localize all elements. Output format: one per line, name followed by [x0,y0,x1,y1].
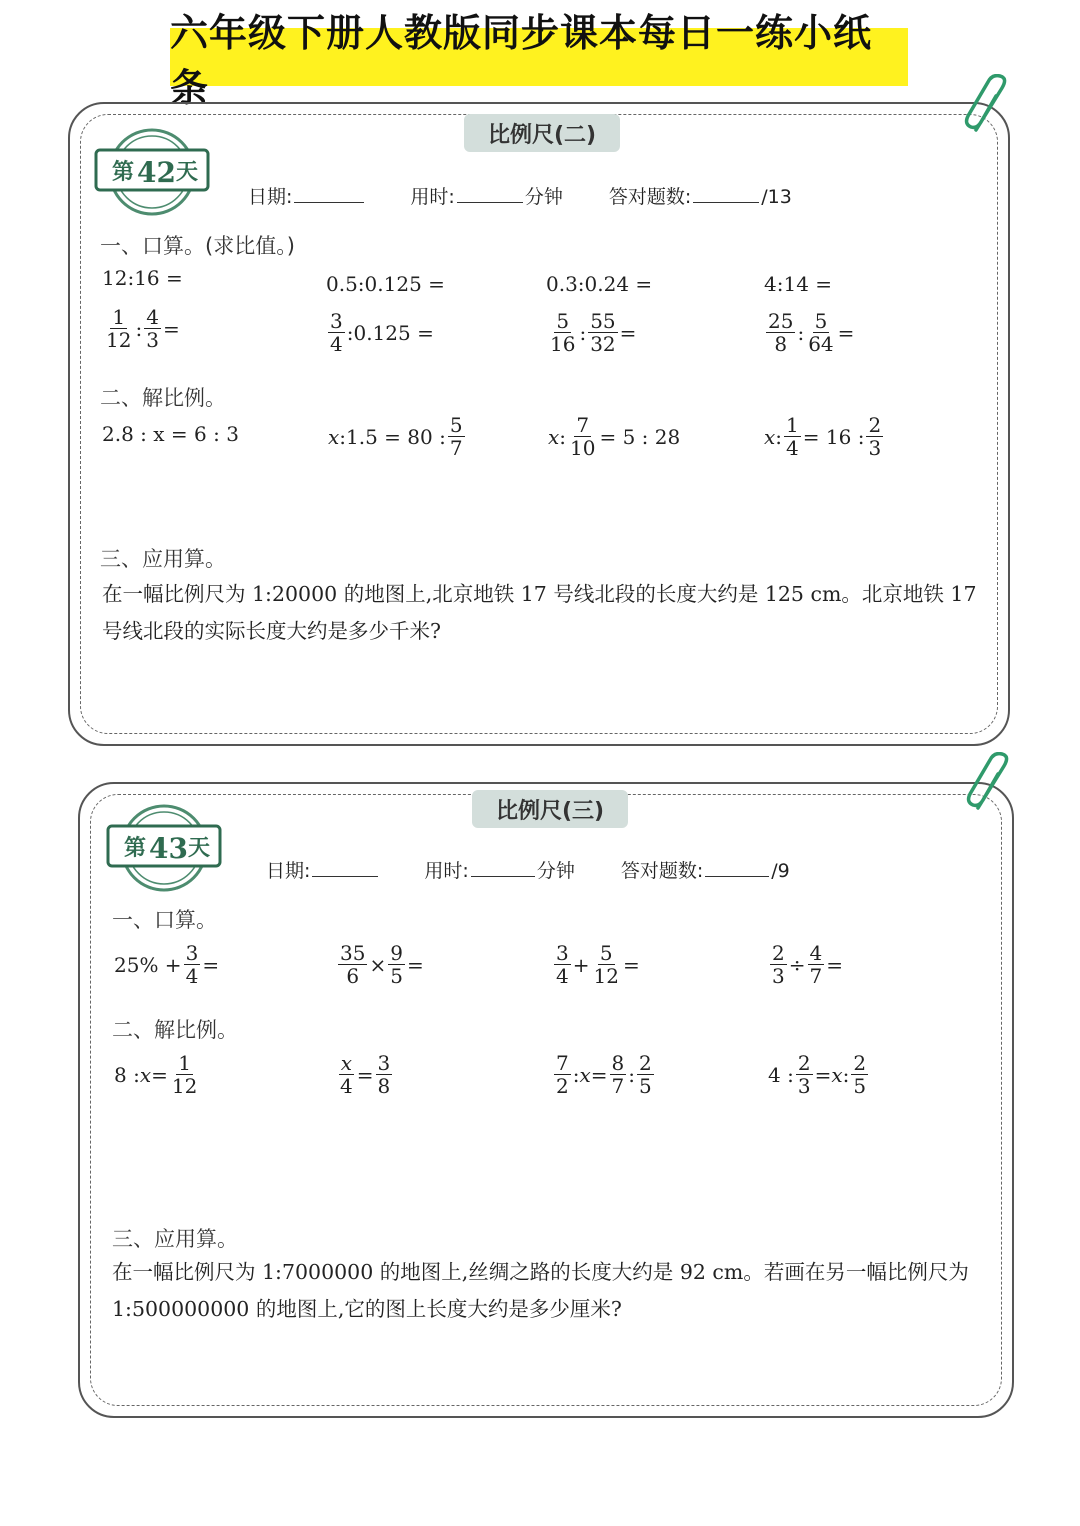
prop-p4: x : $\frac{1}{4}$ = 16 : 2 3 [764,413,882,460]
fraction: $\frac{4}{7}$ [809,941,823,988]
calc-q8: 25 8 : $\frac{5}{64}$ = [768,309,855,356]
time-field[interactable] [471,875,535,877]
section-application: 三、应用算。 [112,1227,238,1251]
score-label: 答对题数: [620,860,704,882]
fraction: 1 12 [106,305,132,352]
fraction: $\frac{5}{64}$ [808,309,834,356]
fraction: $\frac{5}{12}$ [593,941,619,988]
fraction: $\frac{4}{3}$ [146,305,159,352]
word-problem: 在一幅比例尺为 1:20000 的地图上,北京地铁 17 号线北段的长度大约是 125 cm。北京地铁 17 号线北段的实际长度大约是多少千米? [102,582,977,643]
fraction: 3 4 [330,309,343,356]
stamp-prefix: 第 [112,159,135,185]
fraction: 3 4 [556,941,569,988]
info-row [266,856,790,883]
word-problem: 在一幅比例尺为 1:7000000 的地图上,丝绸之路的长度大约是 92 cm。若画在另一幅比例尺为 1:500000000 的地图上,它的图上长度大约是多少厘米? [112,1260,969,1321]
section-oral-calc: 一、口算。 [112,908,217,932]
info-row [248,182,792,209]
stamp-prefix: 第 [124,835,147,861]
time-unit: 分钟 [524,186,563,208]
prop-p4: 4 : $\frac{2}{3}$ = x : 2 5 [768,1051,867,1098]
calc-q5: 1 12 : $\frac{4}{3}$ = [106,305,180,352]
calc-q1: 25% + $\frac{3}{4}$ = [114,941,220,988]
date-label: 日期: [248,186,293,208]
calc-q4: $\frac{2}{3}$ ÷ $\frac{4}{7}$ = [772,941,843,988]
calc-q7: 5 16 : $\frac{55}{32}$ = [550,309,637,356]
fraction: 25 8 [768,309,794,356]
section-solve-proportion: 二、解比例。 [112,1018,238,1042]
day-stamp-42 [92,126,216,218]
time-unit: 分钟 [536,860,575,882]
score-label: 答对题数: [608,186,692,208]
date-field[interactable] [294,201,364,203]
calc-q3: 0.3:0.24 = [546,272,653,296]
fraction: $\frac{2}{3}$ [797,1051,811,1098]
prop-p1: 8 : x = $\frac{1}{12}$ [114,1051,198,1098]
fraction: 2 5 [853,1051,867,1098]
stamp-number: 43 [149,832,188,865]
score-field[interactable] [693,201,759,203]
fraction: $\frac{3}{4}$ [185,941,199,988]
fraction: 5 16 [550,309,576,356]
section-oral-calc: 一、口算。(求比值。) [100,234,295,258]
date-label: 日期: [266,860,311,882]
date-field[interactable] [312,875,378,877]
score-total: /13 [761,186,792,208]
fraction: $\frac{8}{7}$ [611,1051,625,1098]
calc-q6: 3 4 :0.125 = [330,309,434,356]
paperclip-icon [964,752,1014,814]
fraction: 2 3 [868,413,882,460]
prop-p1: 2.8 : x = 6 : 3 [102,422,239,446]
stamp-suffix: 天 [176,159,199,185]
fraction: 2 5 [639,1051,652,1098]
fraction: $\frac{55}{32}$ [590,309,616,356]
stamp-suffix: 天 [188,835,211,861]
fraction: $\frac{x}{4}$ [340,1051,353,1098]
topic-label: 比例尺(二) [464,114,620,152]
time-label: 用时: [424,860,469,882]
time-field[interactable] [457,201,523,203]
fraction: $\frac{7}{10}$ [570,413,596,460]
calc-q2: 0.5:0.125 = [326,272,445,296]
prop-p2: $\frac{x}{4}$ = $\frac{3}{8}$ [340,1051,391,1098]
fraction: $\frac{9}{5}$ [390,941,403,988]
stamp-number: 42 [137,156,176,189]
score-field[interactable] [705,875,769,877]
fraction: $\frac{1}{4}$ [786,413,799,460]
fraction: $\frac{35}{6}$ [340,941,366,988]
fraction: $\frac{2}{3}$ [772,941,785,988]
topic-label: 比例尺(三) [472,790,628,828]
calc-q3: 3 4 + $\frac{5}{12}$ = [556,941,640,988]
day-stamp-43 [104,802,228,894]
section-application: 三、应用算。 [100,547,226,571]
calc-q1: 12:16 = [102,266,183,290]
calc-q2: $\frac{35}{6}$ × $\frac{9}{5}$ = [340,941,424,988]
calc-q4: 4:14 = [764,272,833,296]
section-solve-proportion: 二、解比例。 [100,386,226,410]
prop-p3: 7 2 : x = $\frac{8}{7}$ : 2 5 [556,1051,652,1098]
prop-p2: x :1.5 = 80 : 5 7 [328,413,463,460]
prop-p3: x : $\frac{7}{10}$ = 5 : 28 [548,413,681,460]
score-total: /9 [771,860,790,882]
paperclip-icon [962,74,1012,136]
time-label: 用时: [410,186,455,208]
page-title: 六年级下册人教版同步课本每日一练小纸条 [170,28,908,86]
fraction: 5 7 [449,413,463,460]
fraction: 7 2 [556,1051,569,1098]
fraction: $\frac{3}{8}$ [377,1051,391,1098]
fraction: $\frac{1}{12}$ [171,1051,198,1098]
